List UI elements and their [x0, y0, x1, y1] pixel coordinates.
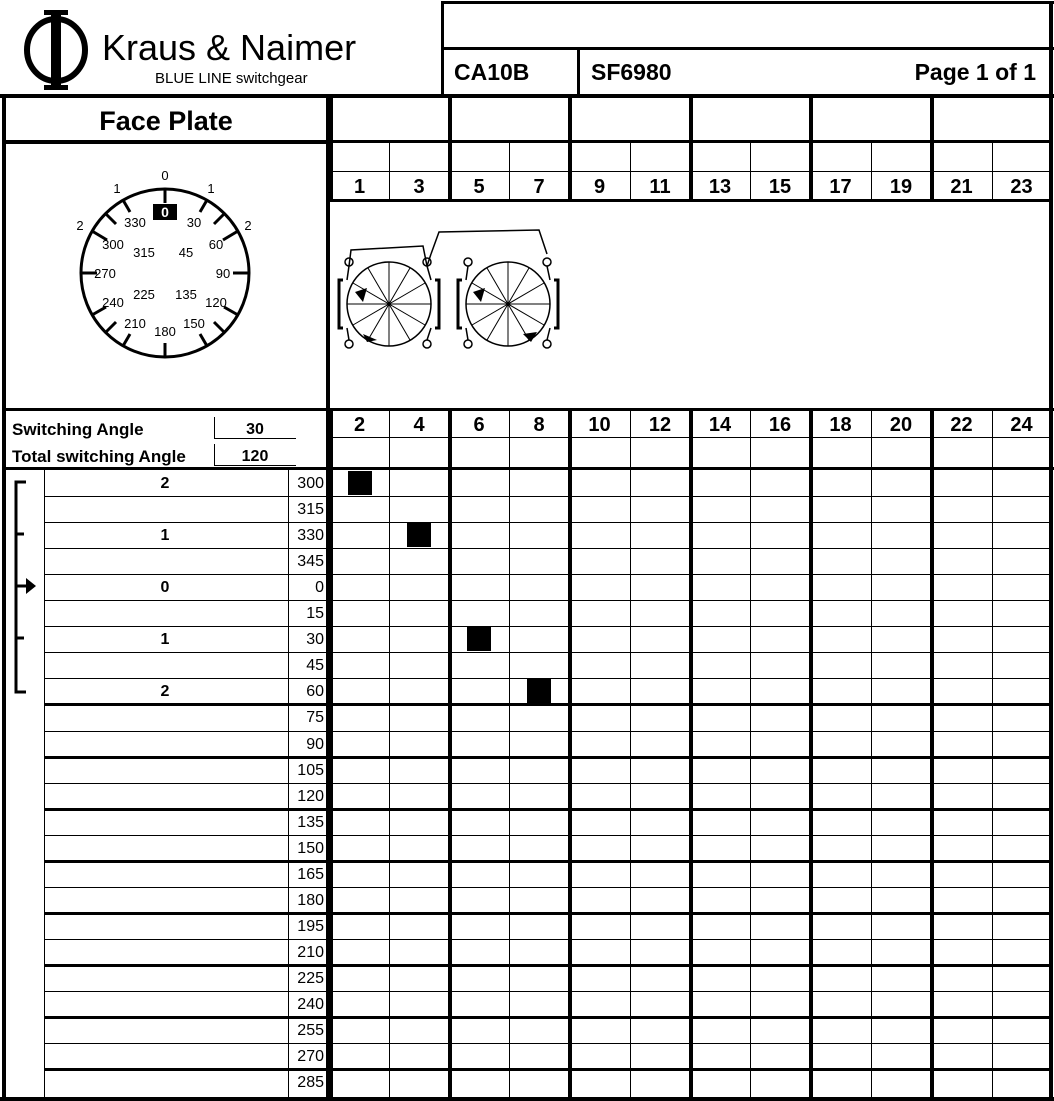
row-angle: 270 — [297, 1048, 324, 1065]
row-angle: 240 — [297, 996, 324, 1013]
row-angle: 135 — [297, 814, 324, 831]
contact-closed-mark — [527, 679, 551, 703]
row-angle: 225 — [297, 970, 324, 987]
page-indicator: Page 1 of 1 — [914, 59, 1036, 85]
dial-angle-300: 300 — [102, 237, 124, 252]
terminal-top-9: 9 — [593, 176, 606, 198]
total-angle-label: Total switching Angle — [12, 447, 186, 466]
terminal-bottom-10: 10 — [588, 414, 611, 436]
contact-closed-mark — [467, 627, 491, 651]
row-angle: 15 — [306, 605, 324, 622]
terminal-top-15: 15 — [768, 176, 792, 198]
terminal-top-19: 19 — [889, 176, 913, 198]
dial-angle-180: 180 — [154, 324, 176, 339]
terminal-bottom-8: 8 — [533, 414, 545, 436]
row-angle: 90 — [306, 736, 324, 753]
dial-angle-270: 270 — [94, 266, 116, 281]
terminal-top-5: 5 — [473, 176, 485, 198]
brand-name: Kraus & Naimer — [102, 27, 357, 68]
terminal-bottom-4: 4 — [413, 414, 425, 436]
contact-closed-mark — [407, 523, 431, 547]
terminal-top-1: 1 — [353, 176, 366, 198]
switching-angle-label: Switching Angle — [12, 420, 144, 439]
row-position: 2 — [160, 683, 170, 700]
terminal-bottom-24: 24 — [1010, 414, 1033, 436]
dial-angle-210: 210 — [124, 316, 146, 331]
row-angle: 120 — [297, 788, 324, 805]
total-angle-value: 120 — [241, 448, 269, 465]
dial-angle-45: 45 — [178, 245, 194, 260]
terminal-bottom-18: 18 — [829, 414, 852, 436]
dial-angle-60: 60 — [208, 237, 224, 252]
dial-angle-330: 330 — [124, 215, 146, 230]
dial-pos-1-left: 1 — [113, 181, 121, 196]
switch-code: SF6980 — [591, 59, 672, 85]
terminal-bottom-6: 6 — [473, 414, 485, 436]
face-plate-title: Face Plate — [99, 106, 233, 136]
terminal-top-13: 13 — [708, 176, 732, 198]
terminal-top-11: 11 — [649, 176, 671, 198]
position-range-bracket — [10, 474, 40, 696]
dial-pos-2-right: 2 — [244, 218, 252, 233]
row-angle: 255 — [297, 1022, 324, 1039]
terminal-bottom-22: 22 — [950, 414, 973, 436]
row-angle: 105 — [297, 762, 324, 779]
row-angle: 45 — [306, 657, 324, 674]
row-angle: 195 — [297, 918, 324, 935]
dial-angle-315: 315 — [133, 245, 155, 260]
dial-angle-30: 30 — [186, 215, 202, 230]
terminal-top-3: 3 — [413, 176, 425, 198]
row-angle: 60 — [306, 683, 324, 700]
row-angle: 0 — [315, 579, 324, 596]
dial-pos-2-left: 2 — [76, 218, 84, 233]
dial-angle-120: 120 — [205, 295, 227, 310]
terminal-bottom-14: 14 — [708, 414, 732, 436]
series-code: CA10B — [454, 59, 530, 85]
row-angle: 285 — [297, 1074, 324, 1091]
row-angle: 75 — [306, 709, 324, 726]
terminal-top-7: 7 — [533, 176, 545, 198]
row-angle: 315 — [297, 501, 324, 518]
row-angle: 330 — [297, 527, 324, 544]
row-angle: 30 — [306, 631, 324, 648]
terminal-bottom-12: 12 — [648, 414, 672, 436]
brand-tagline: BLUE LINE switchgear — [155, 70, 308, 87]
row-angle: 210 — [297, 944, 324, 961]
current-position-arrow-icon — [26, 578, 36, 594]
terminal-top-17: 17 — [829, 176, 852, 198]
dial-angle-240: 240 — [102, 295, 124, 310]
contact-diagram — [333, 222, 568, 354]
dial-center-label: 0 — [161, 204, 169, 220]
terminal-top-23: 23 — [1010, 176, 1033, 198]
dial-angle-150: 150 — [183, 316, 205, 331]
row-angle: 180 — [297, 892, 324, 909]
terminal-bottom-20: 20 — [889, 414, 913, 436]
row-angle: 345 — [297, 553, 324, 570]
row-angle: 150 — [297, 840, 324, 857]
terminal-bottom-2: 2 — [353, 414, 366, 436]
contact-closed-mark — [348, 471, 372, 495]
row-position: 1 — [160, 527, 170, 544]
row-angle: 300 — [297, 475, 324, 492]
switching-angle-value: 30 — [246, 421, 264, 438]
terminal-bottom-16: 16 — [768, 414, 792, 436]
dial-pos-1-right: 1 — [207, 181, 215, 196]
row-position: 2 — [160, 475, 170, 492]
dial-angle-135: 135 — [175, 287, 197, 302]
dial-pos-0: 0 — [161, 168, 169, 183]
row-position: 0 — [160, 579, 170, 596]
terminal-top-21: 21 — [950, 176, 973, 198]
row-angle: 165 — [297, 866, 324, 883]
row-position: 1 — [160, 631, 170, 648]
dial-angle-225: 225 — [133, 287, 155, 302]
dial-angle-90: 90 — [215, 266, 231, 281]
